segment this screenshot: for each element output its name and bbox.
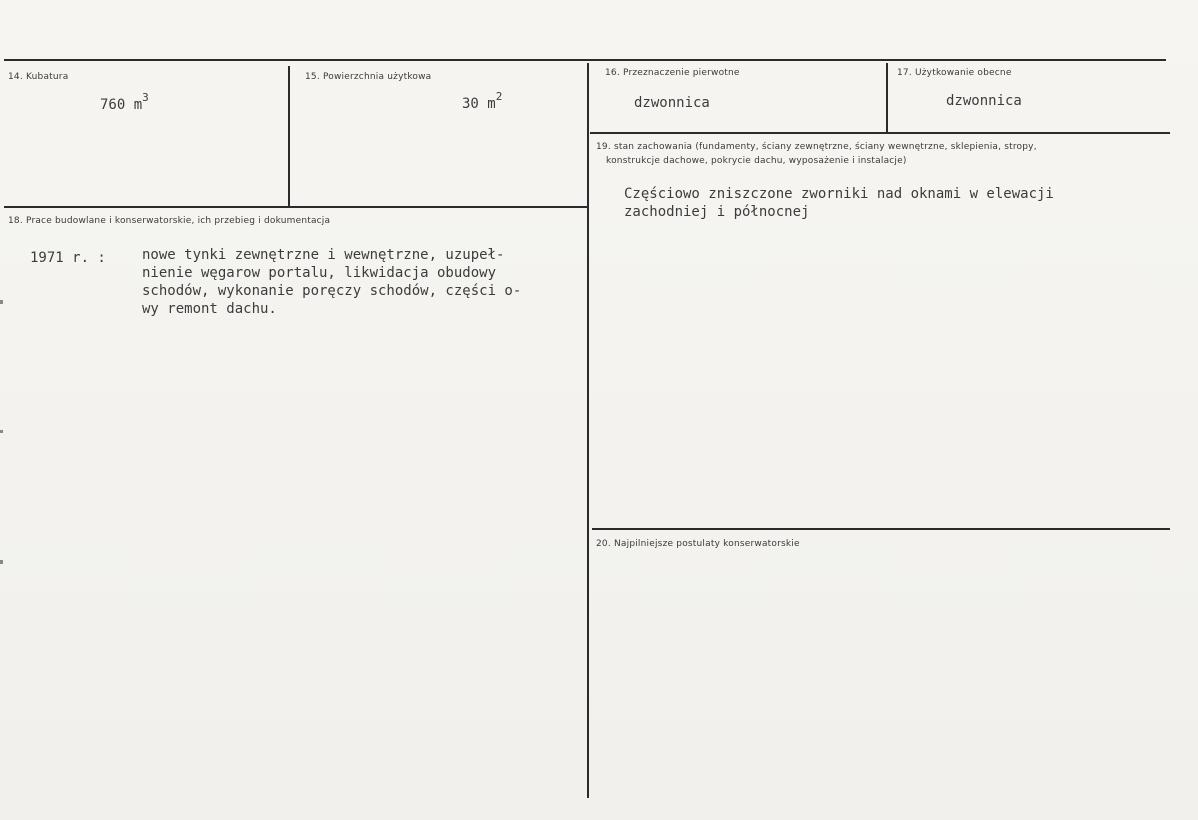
postulaty-label: 20. Najpilniejsze postulaty konserwatorskie — [596, 539, 800, 549]
edge-mark — [0, 430, 3, 433]
divider-main — [587, 63, 589, 798]
kubatura-label: 14. Kubatura — [8, 72, 69, 82]
przeznaczenie-label: 16. Przeznaczenie pierwotne — [605, 68, 740, 78]
stan-label-1: 19. stan zachowania (fundamenty, ściany zewnętrzne, ściany wewnętrzne, sklepienia, stropy, — [596, 142, 1037, 152]
kubatura-value: 760 $m^3$ — [100, 91, 149, 113]
prace-line-1: nowe tynki zewnętrzne i wewnętrzne, uzupeł- — [142, 247, 505, 263]
row1-rule-left — [4, 206, 588, 208]
prace-line-3: schodów, wykonanie poręczy schodów, części o- — [142, 283, 522, 299]
edge-mark — [0, 300, 3, 304]
przeznaczenie-value: dzwonnica — [634, 95, 710, 111]
powierzchnia-label: 15. Powierzchnia użytkowa — [305, 72, 432, 82]
uzytkowanie-label: 17. Użytkowanie obecne — [897, 68, 1012, 78]
uzytkowanie-value: dzwonnica — [946, 93, 1022, 109]
powierzchnia-value: 30 $m^2$ — [462, 90, 503, 112]
prace-line-4: wy remont dachu. — [142, 301, 277, 317]
row1-rule-right — [590, 132, 1170, 134]
divider-16-17 — [886, 63, 888, 133]
prace-year: 1971 r. : — [30, 250, 106, 266]
stan-line-1: Częściowo zniszczone zworniki nad oknami w elewacji — [624, 186, 1054, 202]
edge-mark — [0, 560, 3, 564]
stan-line-2: zachodniej i północnej — [624, 204, 810, 220]
divider-14-15 — [288, 66, 290, 208]
prace-label: 18. Prace budowlane i konserwatorskie, ich przebieg i dokumentacja — [8, 216, 331, 226]
row2-rule-right — [592, 528, 1170, 530]
stan-label-2: konstrukcje dachowe, pokrycie dachu, wyposażenie i instalacje) — [606, 156, 907, 166]
prace-line-2: nienie węgarow portalu, likwidacja obudowy — [142, 265, 497, 281]
top-rule — [4, 59, 1166, 61]
